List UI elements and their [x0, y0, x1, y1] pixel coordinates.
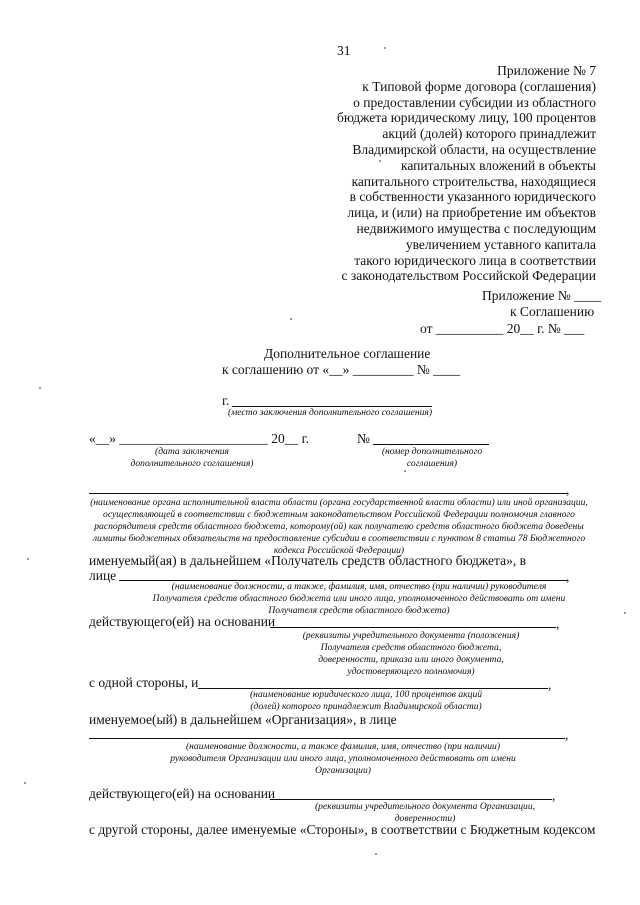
- appendix-line: о предоставлении субсидии из областного: [353, 94, 596, 110]
- appendix-line: в собственности указанного юридического: [349, 189, 596, 205]
- place-note: (место заключения дополнительного соглашения): [227, 407, 433, 418]
- number-label: №: [357, 431, 370, 446]
- scan-speck: [24, 782, 26, 784]
- appendix-line: недвижимого имущества с последующим: [356, 220, 596, 236]
- page-number: 31: [337, 43, 351, 58]
- attachment-line-2: к Соглашению: [510, 304, 595, 319]
- appendix-line: Приложение № 7: [497, 63, 596, 78]
- document-subtitle: к соглашению от «__» _________ № ____: [222, 362, 461, 377]
- attachment-line-1: Приложение № ____: [482, 288, 602, 303]
- basis-note: (реквизиты учредительного документа (положения) Получателя средств областного бюджета, доверенности, приказа или иного документа, удостоверяющего полномочия): [302, 630, 520, 677]
- scan-speck: [39, 387, 41, 389]
- org-person-field-line[interactable]: [89, 738, 565, 739]
- org-person-note: (наименование должности, а также фамилия, имя, отчество (при наличии) руководителя Организации или иного лица, уполномоченного действовать от имени Организации): [170, 741, 516, 776]
- appendix-line: акций (долей) которого принадлежит: [382, 126, 596, 142]
- place-prefix: г.: [222, 393, 230, 408]
- appendix-header: [276, 63, 596, 284]
- acting-basis-label: действующего(ей) на основании: [89, 614, 276, 629]
- attachment-line-3: от __________ 20__ г. № ___: [420, 321, 585, 336]
- basis2-comma: ,: [552, 788, 556, 803]
- scan-speck: [290, 318, 292, 320]
- appendix-line: с законодательством Российской Федерации: [341, 268, 596, 284]
- basis-comma: ,: [556, 616, 560, 631]
- named-receiver-text: именуемый(ая) в дальнейшем «Получатель средств областного бюджета», в: [89, 553, 526, 568]
- org-person-comma: ,: [565, 727, 569, 742]
- in-person-label: лице: [89, 568, 117, 583]
- scan-speck: [379, 160, 381, 162]
- basis2-field-line[interactable]: [270, 799, 552, 800]
- number-note: (номер дополнительного соглашения): [381, 446, 483, 469]
- person-note: (наименование должности, а также, фамилия, имя, отчество (при наличии) руководителя Получателя средств областного бюджета или иного лица, уполномоченного действовать от имени Получателя средств областного бюджета): [152, 581, 566, 616]
- one-side-text: с одной стороны, и: [89, 675, 199, 690]
- scan-speck: [384, 47, 386, 49]
- other-side-text: с другой стороны, далее именуемые «Стороны», в соответствии с Бюджетным кодексом: [89, 822, 596, 837]
- org-note: (наименование органа исполнительной власти области (органа государственной власти области) или иной организации, осуществляющей в соответствии с бюджетным законодательством Российской Федерации полномочия главного распорядителя средств областного бюджета, которому(ой) как получателю средств областного бюджета доведены лимиты бюджетных обязательств на предоставление субсидии в соответствии с пунктом 8 статьи 78 Бюджетного кодекса Российской Федерации): [90, 497, 588, 556]
- scan-speck: [375, 853, 377, 855]
- scan-speck: [404, 470, 406, 472]
- appendix-line: бюджета юридическому лицу, 100 процентов: [337, 110, 596, 126]
- appendix-line: лица, и (или) на приобретение им объектов: [347, 205, 596, 221]
- document-title: Дополнительное соглашение: [264, 346, 431, 361]
- org-field-line[interactable]: [89, 493, 567, 494]
- date-note: (дата заключения дополнительного соглашения): [130, 446, 254, 469]
- number-field-line[interactable]: [373, 444, 489, 445]
- date-field[interactable]: «__» ______________________ 20__ г.: [89, 431, 310, 446]
- scan-speck: [624, 612, 626, 614]
- appendix-line: увеличением уставного капитала: [405, 236, 596, 252]
- person-comma: ,: [566, 569, 570, 584]
- acting-basis-label-2: действующего(ей) на основании: [89, 786, 276, 801]
- named-org-text: именуемое(ый) в дальнейшем «Организация», в лице: [89, 712, 397, 727]
- appendix-line: капитальных вложений в объекты: [401, 157, 596, 173]
- org-comma: ,: [566, 482, 570, 497]
- basis-field-line[interactable]: [270, 627, 556, 628]
- appendix-line: капитального строительства, находящиеся: [351, 173, 596, 189]
- appendix-line: к Типовой форме договора (соглашения): [362, 78, 596, 94]
- appendix-line: такого юридического лица в соответствии: [354, 252, 596, 268]
- basis2-note: (реквизиты учредительного документа Организации, доверенности): [314, 801, 536, 824]
- legal-entity-comma: ,: [548, 677, 552, 692]
- legal-entity-note: (наименование юридического лица, 100 процентов акций (долей) которого принадлежит Владимирской области): [249, 689, 483, 712]
- scan-speck: [27, 558, 29, 560]
- appendix-line: Владимирской области, на осуществление: [352, 141, 596, 157]
